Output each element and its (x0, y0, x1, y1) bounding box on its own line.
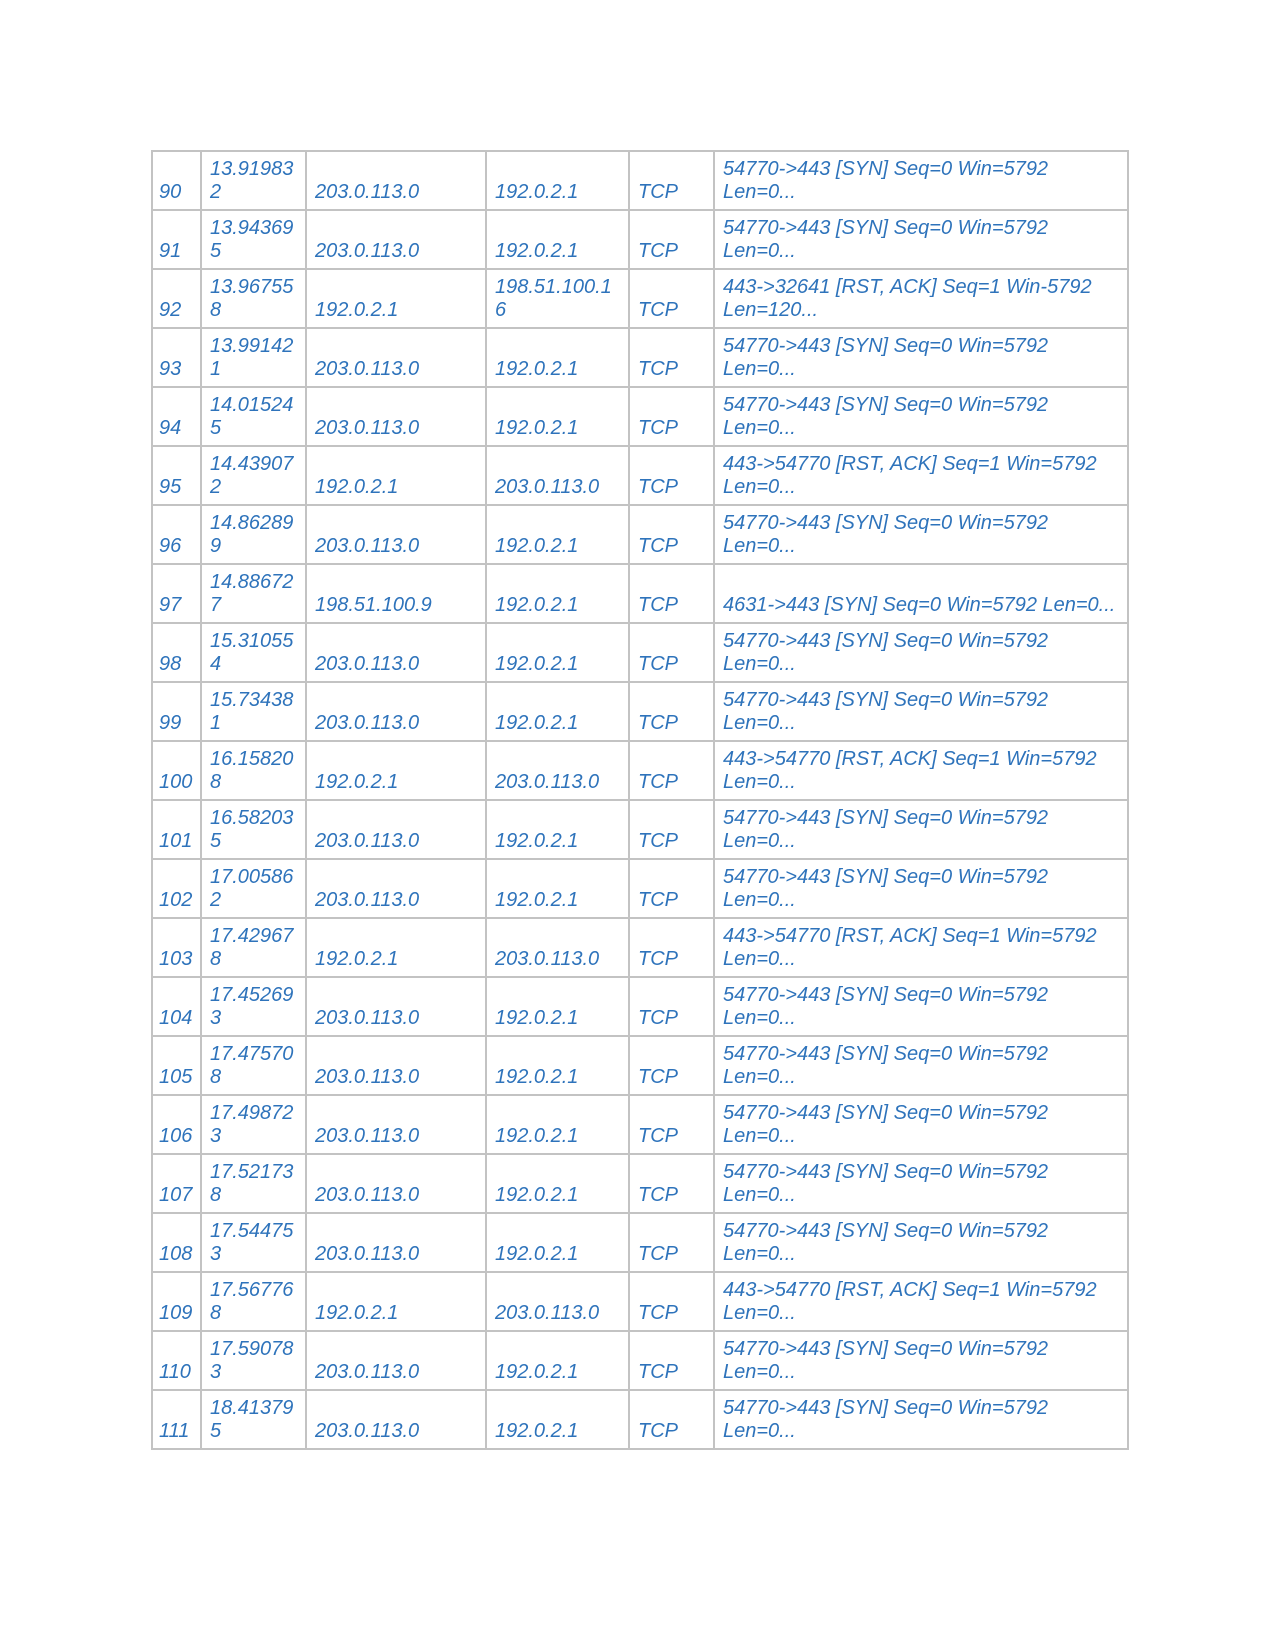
cell-info: 54770->443 [SYN] Seq=0 Win=5792 Len=0... (714, 505, 1128, 564)
cell-info: 54770->443 [SYN] Seq=0 Win=5792 Len=0... (714, 1213, 1128, 1272)
cell-time: 13.919832 (201, 151, 306, 210)
table-row (152, 151, 1128, 210)
cell-source: 203.0.113.0 (306, 1036, 486, 1095)
cell-protocol: TCP (629, 800, 714, 859)
cell-source: 203.0.113.0 (306, 682, 486, 741)
cell-packet-number: 99 (152, 682, 201, 741)
cell-info: 54770->443 [SYN] Seq=0 Win=5792 Len=0... (714, 859, 1128, 918)
table-row (152, 328, 1128, 387)
cell-time: 17.544753 (201, 1213, 306, 1272)
cell-source: 203.0.113.0 (306, 800, 486, 859)
cell-time: 15.734381 (201, 682, 306, 741)
cell-destination: 192.0.2.1 (486, 1390, 629, 1449)
cell-time: 14.862899 (201, 505, 306, 564)
cell-protocol: TCP (629, 623, 714, 682)
cell-source: 203.0.113.0 (306, 328, 486, 387)
cell-packet-number: 102 (152, 859, 201, 918)
cell-destination: 192.0.2.1 (486, 210, 629, 269)
cell-destination: 192.0.2.1 (486, 328, 629, 387)
cell-info: 54770->443 [SYN] Seq=0 Win=5792 Len=0... (714, 1036, 1128, 1095)
table-row (152, 918, 1128, 977)
cell-info: 443->54770 [RST, ACK] Seq=1 Win=5792 Len=0... (714, 918, 1128, 977)
cell-time: 17.590783 (201, 1331, 306, 1390)
cell-source: 203.0.113.0 (306, 1331, 486, 1390)
cell-protocol: TCP (629, 1272, 714, 1331)
cell-protocol: TCP (629, 269, 714, 328)
cell-time: 17.429678 (201, 918, 306, 977)
cell-protocol: TCP (629, 328, 714, 387)
cell-info: 54770->443 [SYN] Seq=0 Win=5792 Len=0... (714, 387, 1128, 446)
cell-destination: 192.0.2.1 (486, 505, 629, 564)
cell-source: 203.0.113.0 (306, 210, 486, 269)
cell-protocol: TCP (629, 210, 714, 269)
cell-time: 13.967558 (201, 269, 306, 328)
cell-source: 203.0.113.0 (306, 151, 486, 210)
cell-source: 198.51.100.9 (306, 564, 486, 623)
cell-protocol: TCP (629, 1095, 714, 1154)
cell-source: 192.0.2.1 (306, 741, 486, 800)
cell-source: 203.0.113.0 (306, 387, 486, 446)
table-row (152, 977, 1128, 1036)
table-row (152, 1272, 1128, 1331)
cell-packet-number: 92 (152, 269, 201, 328)
cell-protocol: TCP (629, 387, 714, 446)
cell-source: 203.0.113.0 (306, 1095, 486, 1154)
cell-packet-number: 103 (152, 918, 201, 977)
packet-table-body (152, 151, 1128, 1449)
cell-protocol: TCP (629, 977, 714, 1036)
cell-source: 203.0.113.0 (306, 859, 486, 918)
cell-time: 13.991421 (201, 328, 306, 387)
cell-destination: 192.0.2.1 (486, 1095, 629, 1154)
cell-destination: 203.0.113.0 (486, 918, 629, 977)
cell-destination: 192.0.2.1 (486, 977, 629, 1036)
cell-info: 54770->443 [SYN] Seq=0 Win=5792 Len=0... (714, 151, 1128, 210)
cell-protocol: TCP (629, 918, 714, 977)
table-row (152, 1213, 1128, 1272)
cell-time: 14.886727 (201, 564, 306, 623)
table-row (152, 210, 1128, 269)
cell-packet-number: 101 (152, 800, 201, 859)
table-row (152, 269, 1128, 328)
cell-source: 203.0.113.0 (306, 505, 486, 564)
packet-capture-table (151, 150, 1129, 1450)
cell-packet-number: 95 (152, 446, 201, 505)
table-row (152, 1390, 1128, 1449)
cell-source: 203.0.113.0 (306, 623, 486, 682)
table-row (152, 800, 1128, 859)
cell-packet-number: 104 (152, 977, 201, 1036)
cell-packet-number: 105 (152, 1036, 201, 1095)
cell-packet-number: 97 (152, 564, 201, 623)
cell-packet-number: 94 (152, 387, 201, 446)
cell-protocol: TCP (629, 564, 714, 623)
cell-protocol: TCP (629, 1154, 714, 1213)
cell-destination: 198.51.100.16 (486, 269, 629, 328)
cell-info: 54770->443 [SYN] Seq=0 Win=5792 Len=0... (714, 623, 1128, 682)
cell-time: 14.015245 (201, 387, 306, 446)
cell-time: 15.310554 (201, 623, 306, 682)
cell-protocol: TCP (629, 1036, 714, 1095)
cell-destination: 192.0.2.1 (486, 1213, 629, 1272)
table-row (152, 387, 1128, 446)
cell-info: 443->32641 [RST, ACK] Seq=1 Win-5792 Len=120... (714, 269, 1128, 328)
cell-source: 203.0.113.0 (306, 1154, 486, 1213)
cell-source: 203.0.113.0 (306, 1390, 486, 1449)
cell-source: 192.0.2.1 (306, 918, 486, 977)
cell-packet-number: 107 (152, 1154, 201, 1213)
cell-packet-number: 96 (152, 505, 201, 564)
cell-info: 54770->443 [SYN] Seq=0 Win=5792 Len=0... (714, 1154, 1128, 1213)
cell-time: 17.498723 (201, 1095, 306, 1154)
table-row (152, 682, 1128, 741)
cell-info: 54770->443 [SYN] Seq=0 Win=5792 Len=0... (714, 1095, 1128, 1154)
cell-destination: 203.0.113.0 (486, 446, 629, 505)
cell-protocol: TCP (629, 446, 714, 505)
table-row (152, 623, 1128, 682)
table-row (152, 1036, 1128, 1095)
cell-packet-number: 93 (152, 328, 201, 387)
cell-time: 13.943695 (201, 210, 306, 269)
cell-source: 203.0.113.0 (306, 977, 486, 1036)
cell-info: 443->54770 [RST, ACK] Seq=1 Win=5792 Len=0... (714, 446, 1128, 505)
cell-time: 14.439072 (201, 446, 306, 505)
cell-packet-number: 108 (152, 1213, 201, 1272)
cell-packet-number: 91 (152, 210, 201, 269)
cell-time: 16.582035 (201, 800, 306, 859)
cell-source: 203.0.113.0 (306, 1213, 486, 1272)
cell-info: 54770->443 [SYN] Seq=0 Win=5792 Len=0... (714, 328, 1128, 387)
cell-time: 17.452693 (201, 977, 306, 1036)
cell-protocol: TCP (629, 741, 714, 800)
cell-info: 443->54770 [RST, ACK] Seq=1 Win=5792 Len=0... (714, 741, 1128, 800)
table-row (152, 1331, 1128, 1390)
cell-protocol: TCP (629, 859, 714, 918)
cell-protocol: TCP (629, 1331, 714, 1390)
cell-packet-number: 98 (152, 623, 201, 682)
cell-destination: 203.0.113.0 (486, 741, 629, 800)
cell-packet-number: 110 (152, 1331, 201, 1390)
cell-destination: 192.0.2.1 (486, 800, 629, 859)
cell-source: 192.0.2.1 (306, 1272, 486, 1331)
cell-packet-number: 106 (152, 1095, 201, 1154)
cell-time: 17.475708 (201, 1036, 306, 1095)
cell-destination: 192.0.2.1 (486, 1154, 629, 1213)
cell-time: 18.413795 (201, 1390, 306, 1449)
cell-destination: 192.0.2.1 (486, 682, 629, 741)
table-row (152, 1154, 1128, 1213)
table-row (152, 505, 1128, 564)
cell-time: 16.158208 (201, 741, 306, 800)
cell-destination: 192.0.2.1 (486, 1036, 629, 1095)
cell-protocol: TCP (629, 682, 714, 741)
table-row (152, 564, 1128, 623)
cell-info: 54770->443 [SYN] Seq=0 Win=5792 Len=0... (714, 1331, 1128, 1390)
cell-source: 192.0.2.1 (306, 269, 486, 328)
cell-info: 443->54770 [RST, ACK] Seq=1 Win=5792 Len=0... (714, 1272, 1128, 1331)
cell-destination: 192.0.2.1 (486, 387, 629, 446)
cell-destination: 203.0.113.0 (486, 1272, 629, 1331)
cell-destination: 192.0.2.1 (486, 1331, 629, 1390)
cell-destination: 192.0.2.1 (486, 859, 629, 918)
cell-protocol: TCP (629, 1213, 714, 1272)
cell-source: 192.0.2.1 (306, 446, 486, 505)
cell-packet-number: 111 (152, 1390, 201, 1449)
cell-packet-number: 100 (152, 741, 201, 800)
cell-info: 54770->443 [SYN] Seq=0 Win=5792 Len=0... (714, 800, 1128, 859)
cell-info: 54770->443 [SYN] Seq=0 Win=5792 Len=0... (714, 210, 1128, 269)
cell-info: 54770->443 [SYN] Seq=0 Win=5792 Len=0... (714, 1390, 1128, 1449)
cell-time: 17.005862 (201, 859, 306, 918)
cell-protocol: TCP (629, 151, 714, 210)
table-row (152, 446, 1128, 505)
cell-time: 17.521738 (201, 1154, 306, 1213)
cell-info: 54770->443 [SYN] Seq=0 Win=5792 Len=0... (714, 977, 1128, 1036)
table-row (152, 859, 1128, 918)
table-row (152, 1095, 1128, 1154)
cell-destination: 192.0.2.1 (486, 623, 629, 682)
cell-time: 17.567768 (201, 1272, 306, 1331)
cell-destination: 192.0.2.1 (486, 151, 629, 210)
cell-packet-number: 109 (152, 1272, 201, 1331)
cell-destination: 192.0.2.1 (486, 564, 629, 623)
cell-info: 54770->443 [SYN] Seq=0 Win=5792 Len=0... (714, 682, 1128, 741)
cell-protocol: TCP (629, 1390, 714, 1449)
cell-protocol: TCP (629, 505, 714, 564)
cell-packet-number: 90 (152, 151, 201, 210)
cell-info: 4631->443 [SYN] Seq=0 Win=5792 Len=0... (714, 564, 1128, 623)
table-row (152, 741, 1128, 800)
